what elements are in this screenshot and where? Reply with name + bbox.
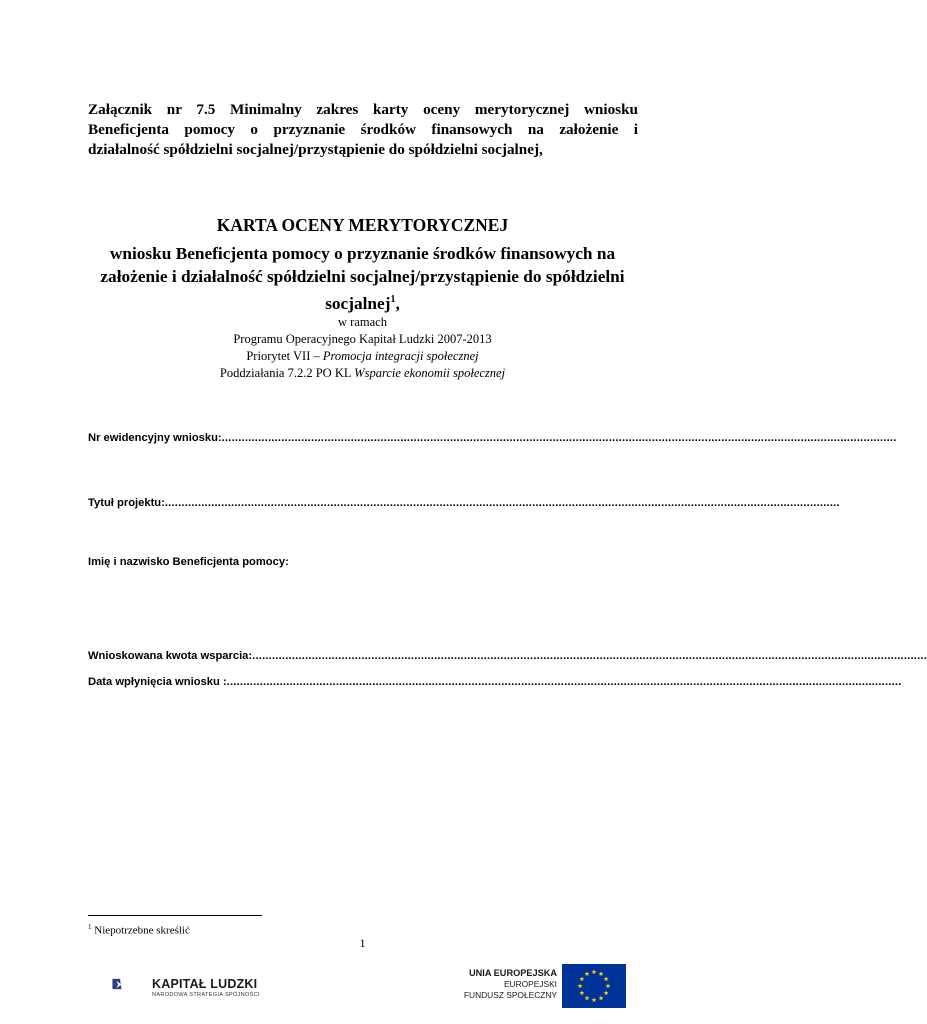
receipt-date-dots: ............................................................................................................................................................................................................ xyxy=(226,676,902,688)
eu-logo-text xyxy=(464,968,557,1000)
project-title-label: Tytuł projektu: xyxy=(88,497,165,509)
subtitle-line-3 xyxy=(95,288,630,315)
subaction-label: Poddziałania 7.2.2 PO KL xyxy=(219,366,355,380)
requested-amount-field[interactable] xyxy=(88,650,927,662)
annex-line-1: Załącznik nr 7.5 Minimalny zakres karty oceny merytorycznej wniosku xyxy=(88,101,638,118)
annex-heading xyxy=(88,100,638,160)
footnote-text: Niepotrzebne skreślić xyxy=(91,924,190,937)
framework-line-1: w ramach xyxy=(338,315,387,329)
subtitle-line-1: wniosku Beneficjenta pomocy o przyznanie środków finansowych na xyxy=(109,244,616,263)
page-number: 1 xyxy=(359,936,366,950)
project-title-dots: ............................................................................................................................................................................................................ xyxy=(164,497,840,509)
footnote-divider xyxy=(88,915,262,916)
framework-line-4 xyxy=(0,365,725,382)
kl-logo-tagline: NARODOWA STRATEGIA SPÓJNOŚCI xyxy=(152,992,260,998)
priority-label: Priorytet VII – xyxy=(246,349,323,363)
beneficiary-name-label: Imię i nazwisko Beneficjenta pomocy: xyxy=(88,556,289,568)
priority-name: Promocja integracji społecznej xyxy=(322,349,479,363)
annex-line-2: Beneficjenta pomocy o przyznanie środków finansowych na założenie i xyxy=(88,121,638,138)
eu-logo-line-2: EUROPEJSKI xyxy=(503,979,557,989)
eu-logo-line-1: UNIA EUROPEJSKA xyxy=(469,968,557,978)
page-title: KARTA OCENY MERYTORYCZNEJ xyxy=(216,215,509,235)
beneficiary-name-field xyxy=(88,556,636,568)
subtitle-line-2: założenie i działalność spółdzielni socjalnej/przystąpienie do spółdzielni xyxy=(100,267,625,286)
program-framework xyxy=(0,314,725,382)
application-number-label: Nr ewidencyjny wniosku: xyxy=(88,432,222,444)
eu-flag-icon xyxy=(562,964,626,1008)
framework-line-3 xyxy=(0,348,725,365)
framework-line-2: Programu Operacyjnego Kapitał Ludzki 2007-2013 xyxy=(233,332,492,346)
requested-amount-dots: ............................................................................................................................................................................................................ xyxy=(252,650,927,662)
application-number-dots: ............................................................................................................................................................................................................ xyxy=(221,432,897,444)
subtitle-line-3-text: socjalnej xyxy=(325,293,391,313)
project-title-field[interactable] xyxy=(88,497,840,509)
page-subtitle xyxy=(95,242,630,315)
footnote-reference: 1 xyxy=(390,294,396,305)
receipt-date-label: Data wpłynięcia wniosku : xyxy=(88,676,227,688)
eu-logo-line-3: FUNDUSZ SPOŁECZNY xyxy=(463,989,557,1000)
subaction-name: Wsparcie ekonomii społecznej xyxy=(354,366,506,380)
kapital-ludzki-logo-icon xyxy=(112,960,152,1008)
requested-amount-label: Wnioskowana kwota wsparcia: xyxy=(88,650,253,662)
subtitle-line-3-tail: , xyxy=(395,293,400,313)
kl-logo-name: KAPITAŁ LUDZKI xyxy=(152,977,258,991)
annex-line-3: działalność spółdzielni socjalnej/przystąpienie do spółdzielni socjalnej, xyxy=(88,141,543,158)
footnote-number: 1 xyxy=(88,923,92,931)
footnote xyxy=(88,923,190,937)
application-number-field[interactable] xyxy=(88,432,897,444)
receipt-date-field[interactable] xyxy=(88,676,902,688)
